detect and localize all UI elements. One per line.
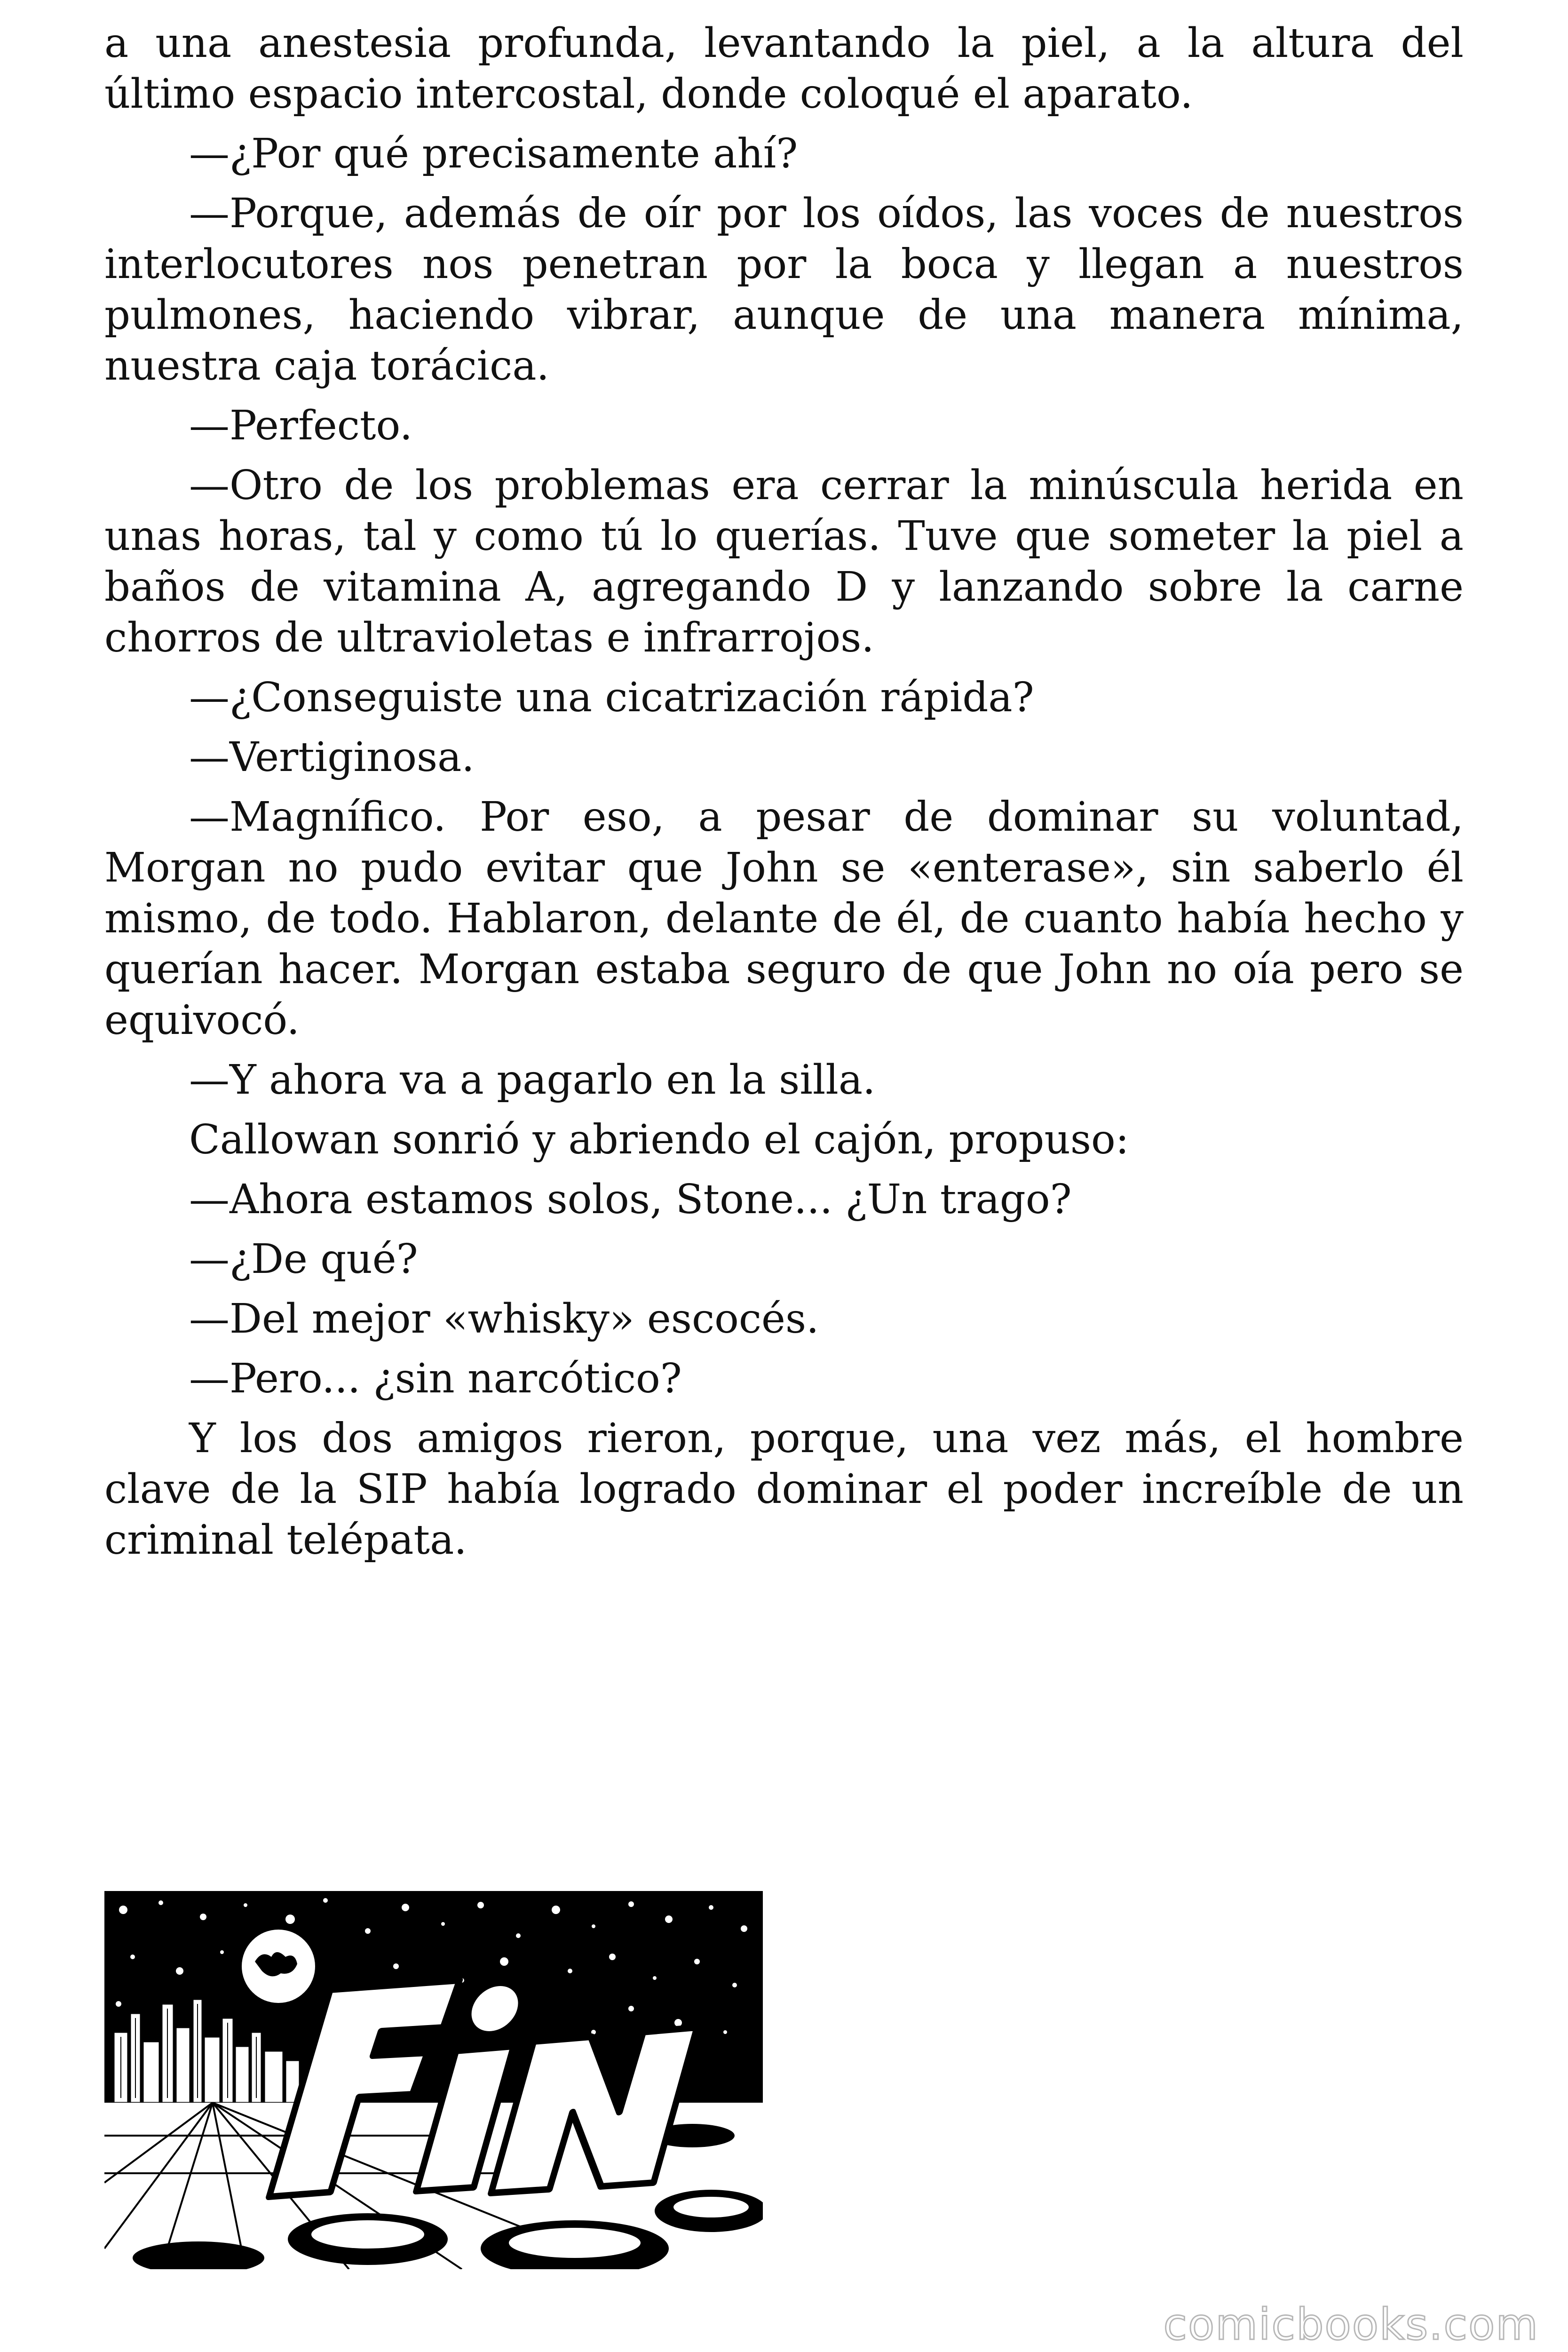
paragraph: —Vertiginosa. [189, 734, 475, 781]
paragraph: —Magnífico. Por eso, a pesar de dominar su voluntad, Morgan no pudo evitar que John se «enterase», sin saberlo él mismo, de todo. Hablaron, delante de él, de cuanto había hecho y querían hacer. Morgan estaba seguro de que John no oía pero se equivocó. [104, 794, 1464, 1044]
paragraph: —Otro de los problemas era cerrar la minúscula herida en unas horas, tal y como tú lo querías. Tuve que someter la piel a baños de vitamina A, agregando D y lanzando sobre la carne chorros de ultravioletas e infrarrojos. [104, 462, 1464, 661]
fin-illustration-svg [104, 1891, 763, 2269]
paragraph: Callowan sonrió y abriendo el cajón, propuso: [189, 1116, 1129, 1163]
paragraph: —Pero... ¿sin narcótico? [189, 1355, 682, 1402]
paragraph: —¿Conseguiste una cicatrización rápida? [189, 674, 1034, 721]
moon [242, 1930, 315, 2003]
paragraph: —Y ahora va a pagarlo en la silla. [189, 1057, 876, 1104]
paragraph: Y los dos amigos rieron, porque, una vez más, el hombre clave de la SIP había logrado dominar el poder increíble de un criminal telépata. [104, 1415, 1464, 1564]
paragraph: —Del mejor «whisky» escocés. [189, 1295, 819, 1343]
book-page-text [104, 18, 1464, 1574]
paragraph: —Ahora estamos solos, Stone... ¿Un trago? [189, 1176, 1072, 1223]
watermark: comicbooks.com [1163, 2299, 1539, 2350]
paragraph: —¿Por qué precisamente ahí? [189, 130, 798, 177]
paragraph: a una anestesia profunda, levantando la piel, a la altura del último espacio intercostal, donde coloqué el aparato. [104, 20, 1464, 118]
paragraph: —Perfecto. [189, 402, 413, 449]
paragraph: —¿De qué? [189, 1236, 418, 1283]
fin-illustration [104, 1891, 763, 2269]
paragraph: —Porque, además de oír por los oídos, las voces de nuestros interlocutores nos penetran por la boca y llegan a nuestros pulmones, haciendo vibrar, aunque de una manera mínima, nuestra caja torácica. [104, 190, 1464, 389]
